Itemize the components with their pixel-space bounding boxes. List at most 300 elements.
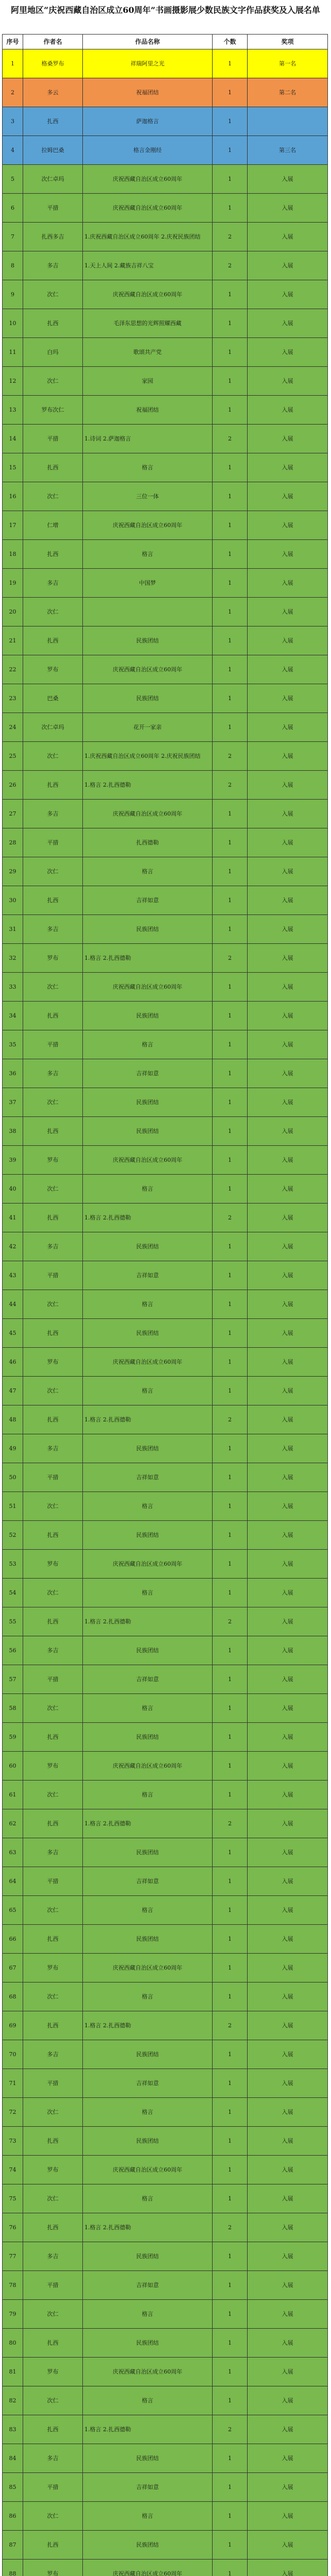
table-row <box>3 1030 328 1059</box>
row-count: 2 <box>213 223 248 251</box>
table-row <box>3 2329 328 2358</box>
table-body <box>3 49 328 2576</box>
row-award: 入展 <box>248 2011 328 2040</box>
row-award: 入展 <box>248 1463 328 1492</box>
row-work-title: 民族团结 <box>83 1723 213 1752</box>
row-author: 扎西 <box>23 2329 83 2358</box>
row-author: 多吉 <box>23 251 83 280</box>
table-row <box>3 425 328 453</box>
table-row <box>3 396 328 425</box>
row-author: 罗布 <box>23 2358 83 2386</box>
row-award: 入展 <box>248 886 328 915</box>
row-work-title: 民族团结 <box>83 1002 213 1030</box>
row-work-title: 格言 <box>83 1694 213 1723</box>
row-count: 1 <box>213 338 248 367</box>
row-award: 入展 <box>248 2560 328 2576</box>
row-award: 入展 <box>248 1838 328 1867</box>
row-index: 75 <box>3 2184 23 2213</box>
row-work-title: 1.格言 2.扎西德勒 <box>83 1204 213 1232</box>
row-work-title: 吉祥如意 <box>83 1463 213 1492</box>
row-index: 25 <box>3 742 23 771</box>
row-count: 1 <box>213 511 248 540</box>
table-row <box>3 107 328 136</box>
row-author: 多吉 <box>23 1232 83 1261</box>
row-author: 多吉 <box>23 2242 83 2271</box>
row-author: 扎西 <box>23 771 83 800</box>
row-author: 多吉 <box>23 2040 83 2069</box>
row-award: 入展 <box>248 915 328 944</box>
row-award: 入展 <box>248 655 328 684</box>
row-author: 多吉 <box>23 915 83 944</box>
row-author: 次仁 <box>23 2386 83 2415</box>
row-index: 73 <box>3 2127 23 2156</box>
row-award: 入展 <box>248 2213 328 2242</box>
row-count: 1 <box>213 1463 248 1492</box>
header-award: 奖项 <box>248 35 328 49</box>
row-work-title: 吉祥如意 <box>83 1665 213 1694</box>
row-work-title: 庆祝西藏自治区成立60周年 <box>83 1752 213 1781</box>
row-award: 入展 <box>248 2271 328 2300</box>
table-row <box>3 1261 328 1290</box>
row-count: 1 <box>213 482 248 511</box>
row-count: 1 <box>213 1261 248 1290</box>
row-count: 1 <box>213 626 248 655</box>
row-index: 20 <box>3 598 23 626</box>
row-count: 1 <box>213 280 248 309</box>
row-author: 罗布 <box>23 2156 83 2184</box>
row-count: 1 <box>213 2156 248 2184</box>
row-award: 入展 <box>248 1290 328 1319</box>
row-count: 1 <box>213 107 248 136</box>
table-row <box>3 2473 328 2502</box>
row-author: 格桑罗布 <box>23 49 83 78</box>
row-work-title: 民族团结 <box>83 1925 213 1954</box>
table-row <box>3 944 328 973</box>
table-row <box>3 2358 328 2386</box>
row-count: 1 <box>213 165 248 194</box>
row-count: 1 <box>213 973 248 1002</box>
table-row <box>3 886 328 915</box>
row-author: 平措 <box>23 194 83 223</box>
row-author: 扎西 <box>23 2531 83 2560</box>
row-work-title: 歌颂共产党 <box>83 338 213 367</box>
row-award: 入展 <box>248 1607 328 1636</box>
row-award: 入展 <box>248 944 328 973</box>
row-count: 1 <box>213 1954 248 1982</box>
table-row <box>3 453 328 482</box>
row-count: 1 <box>213 2242 248 2271</box>
table-row <box>3 1319 328 1348</box>
row-work-title: 格言 <box>83 1492 213 1521</box>
row-award: 入展 <box>248 511 328 540</box>
row-index: 45 <box>3 1319 23 1348</box>
row-count: 1 <box>213 1694 248 1723</box>
row-index: 56 <box>3 1636 23 1665</box>
row-award: 入展 <box>248 1492 328 1521</box>
row-index: 29 <box>3 857 23 886</box>
award-list-table <box>2 34 328 2576</box>
row-count: 1 <box>213 1030 248 1059</box>
row-author: 平措 <box>23 828 83 857</box>
table-row <box>3 1925 328 1954</box>
table-row <box>3 1550 328 1579</box>
row-work-title: 庆祝西藏自治区成立60周年 <box>83 800 213 828</box>
row-award: 入展 <box>248 1232 328 1261</box>
row-count: 1 <box>213 1838 248 1867</box>
row-award: 入展 <box>248 165 328 194</box>
row-count: 1 <box>213 1117 248 1146</box>
table-row <box>3 540 328 569</box>
row-work-title: 民族团结 <box>83 1521 213 1550</box>
row-work-title: 萨迦格言 <box>83 107 213 136</box>
row-work-title: 民族团结 <box>83 2531 213 2560</box>
row-award: 入展 <box>248 2415 328 2444</box>
row-work-title: 吉祥如意 <box>83 1059 213 1088</box>
row-award: 入展 <box>248 2444 328 2473</box>
row-award: 入展 <box>248 1175 328 1204</box>
row-work-title: 格言 <box>83 1579 213 1607</box>
table-row <box>3 2502 328 2531</box>
row-award: 入展 <box>248 771 328 800</box>
row-count: 2 <box>213 1809 248 1838</box>
row-author: 罗布 <box>23 1752 83 1781</box>
row-work-title: 格言 <box>83 1030 213 1059</box>
row-work-title: 民族团结 <box>83 2444 213 2473</box>
row-work-title: 民族团结 <box>83 626 213 655</box>
row-index: 84 <box>3 2444 23 2473</box>
row-author: 次仁 <box>23 2300 83 2329</box>
table-row <box>3 771 328 800</box>
table-row <box>3 1636 328 1665</box>
row-count: 1 <box>213 453 248 482</box>
row-award: 入展 <box>248 2531 328 2560</box>
table-row <box>3 2213 328 2242</box>
row-index: 74 <box>3 2156 23 2184</box>
row-work-title: 民族团结 <box>83 1117 213 1146</box>
row-index: 27 <box>3 800 23 828</box>
row-award: 入展 <box>248 338 328 367</box>
row-award <box>248 107 328 136</box>
row-index: 42 <box>3 1232 23 1261</box>
row-author: 次仁 <box>23 1088 83 1117</box>
row-count: 1 <box>213 2127 248 2156</box>
row-work-title: 吉祥如意 <box>83 1867 213 1896</box>
row-work-title: 吉祥如意 <box>83 2473 213 2502</box>
row-award: 入展 <box>248 973 328 1002</box>
row-index: 35 <box>3 1030 23 1059</box>
row-award: 入展 <box>248 684 328 713</box>
table-row <box>3 1059 328 1088</box>
row-count: 1 <box>213 367 248 396</box>
table-row <box>3 2156 328 2184</box>
row-award: 入展 <box>248 1579 328 1607</box>
table-row <box>3 1175 328 1204</box>
row-index: 54 <box>3 1579 23 1607</box>
row-index: 61 <box>3 1781 23 1809</box>
row-count: 2 <box>213 2011 248 2040</box>
row-award: 入展 <box>248 1809 328 1838</box>
row-index: 60 <box>3 1752 23 1781</box>
row-work-title: 1.格言 2.扎西德勒 <box>83 1809 213 1838</box>
table-row <box>3 1290 328 1319</box>
row-index: 19 <box>3 569 23 598</box>
row-author: 扎西多吉 <box>23 223 83 251</box>
row-author: 扎西 <box>23 540 83 569</box>
row-award: 入展 <box>248 2242 328 2271</box>
row-index: 80 <box>3 2329 23 2358</box>
row-award: 入展 <box>248 1781 328 1809</box>
row-count: 1 <box>213 598 248 626</box>
row-index: 4 <box>3 136 23 165</box>
table-row <box>3 1088 328 1117</box>
row-work-title: 格言金刚经 <box>83 136 213 165</box>
table-row <box>3 1838 328 1867</box>
row-count: 1 <box>213 1290 248 1319</box>
table-row <box>3 2242 328 2271</box>
row-count: 1 <box>213 1175 248 1204</box>
row-award: 入展 <box>248 2329 328 2358</box>
row-work-title: 庆祝西藏自治区成立60周年 <box>83 1146 213 1175</box>
row-award: 入展 <box>248 2069 328 2098</box>
row-author: 拉姆巴桑 <box>23 136 83 165</box>
table-row <box>3 1463 328 1492</box>
row-count: 1 <box>213 2358 248 2386</box>
row-work-title: 家园 <box>83 367 213 396</box>
table-row <box>3 1405 328 1434</box>
row-count: 1 <box>213 2069 248 2098</box>
table-row <box>3 828 328 857</box>
row-award: 入展 <box>248 857 328 886</box>
table-row <box>3 2386 328 2415</box>
row-index: 24 <box>3 713 23 742</box>
row-index: 8 <box>3 251 23 280</box>
row-count: 1 <box>213 2560 248 2576</box>
row-count: 1 <box>213 1550 248 1579</box>
row-award: 入展 <box>248 1434 328 1463</box>
row-work-title: 民族团结 <box>83 1232 213 1261</box>
row-work-title: 庆祝西藏自治区成立60周年 <box>83 1348 213 1377</box>
row-count: 1 <box>213 2444 248 2473</box>
row-work-title: 民族团结 <box>83 684 213 713</box>
row-author: 次仁 <box>23 367 83 396</box>
table-row <box>3 713 328 742</box>
row-index: 11 <box>3 338 23 367</box>
row-author: 次仁 <box>23 1579 83 1607</box>
row-award: 入展 <box>248 425 328 453</box>
row-work-title: 中国梦 <box>83 569 213 598</box>
row-author: 次仁 <box>23 1290 83 1319</box>
row-author: 次仁 <box>23 482 83 511</box>
table-row <box>3 1781 328 1809</box>
row-award: 入展 <box>248 223 328 251</box>
table-row <box>3 482 328 511</box>
row-award: 入展 <box>248 309 328 338</box>
row-award: 入展 <box>248 2156 328 2184</box>
row-work-title: 1.庆祝西藏自治区成立60周年 2.庆祝民族团结 <box>83 223 213 251</box>
row-index: 6 <box>3 194 23 223</box>
row-count: 2 <box>213 1405 248 1434</box>
row-count: 1 <box>213 1377 248 1405</box>
row-index: 36 <box>3 1059 23 1088</box>
row-author: 巴桑 <box>23 684 83 713</box>
row-work-title: 祝福团结 <box>83 78 213 107</box>
row-award: 入展 <box>248 482 328 511</box>
row-index: 57 <box>3 1665 23 1694</box>
row-work-title: 格言 <box>83 1377 213 1405</box>
row-index: 3 <box>3 107 23 136</box>
row-count: 1 <box>213 2386 248 2415</box>
row-index: 12 <box>3 367 23 396</box>
row-work-title: 1.格言 2.扎西德勒 <box>83 1607 213 1636</box>
row-author: 平措 <box>23 1261 83 1290</box>
row-award: 入展 <box>248 2098 328 2127</box>
row-author: 多吉 <box>23 1059 83 1088</box>
table-row <box>3 338 328 367</box>
row-work-title: 格言 <box>83 2098 213 2127</box>
row-count: 1 <box>213 2040 248 2069</box>
row-author: 扎西 <box>23 886 83 915</box>
row-count: 1 <box>213 1232 248 1261</box>
row-index: 83 <box>3 2415 23 2444</box>
table-row <box>3 49 328 78</box>
row-work-title: 民族团结 <box>83 1838 213 1867</box>
row-award: 第二名 <box>248 78 328 107</box>
row-author: 罗布 <box>23 1954 83 1982</box>
row-work-title: 1.格言 2.扎西德勒 <box>83 771 213 800</box>
row-author: 次仁 <box>23 2184 83 2213</box>
row-index: 62 <box>3 1809 23 1838</box>
row-work-title: 1.诗词 2.萨迦格言 <box>83 425 213 453</box>
row-author: 次仁 <box>23 1982 83 2011</box>
row-work-title: 庆祝西藏自治区成立60周年 <box>83 1550 213 1579</box>
row-index: 70 <box>3 2040 23 2069</box>
row-award: 入展 <box>248 1723 328 1752</box>
row-count: 1 <box>213 2531 248 2560</box>
row-work-title: 庆祝西藏自治区成立60周年 <box>83 1954 213 1982</box>
row-work-title: 格言 <box>83 1982 213 2011</box>
row-award: 入展 <box>248 1002 328 1030</box>
row-work-title: 民族团结 <box>83 1088 213 1117</box>
row-count: 1 <box>213 1319 248 1348</box>
row-count: 1 <box>213 2098 248 2127</box>
row-index: 72 <box>3 2098 23 2127</box>
row-count: 1 <box>213 1636 248 1665</box>
row-index: 55 <box>3 1607 23 1636</box>
row-count: 2 <box>213 251 248 280</box>
row-work-title: 吉祥如意 <box>83 2271 213 2300</box>
row-award: 入展 <box>248 1204 328 1232</box>
row-author: 扎西 <box>23 1405 83 1434</box>
row-work-title: 祥瑞阿里之光 <box>83 49 213 78</box>
table-row <box>3 1521 328 1550</box>
row-work-title: 庆祝西藏自治区成立60周年 <box>83 2560 213 2576</box>
row-index: 22 <box>3 655 23 684</box>
row-index: 28 <box>3 828 23 857</box>
row-award: 入展 <box>248 1982 328 2011</box>
row-index: 52 <box>3 1521 23 1550</box>
row-award: 入展 <box>248 1925 328 1954</box>
row-count: 1 <box>213 78 248 107</box>
row-author: 平措 <box>23 1463 83 1492</box>
row-work-title: 庆祝西藏自治区成立60周年 <box>83 280 213 309</box>
header-count: 个数 <box>213 35 248 49</box>
row-work-title: 民族团结 <box>83 1319 213 1348</box>
row-count: 1 <box>213 1146 248 1175</box>
row-count: 1 <box>213 684 248 713</box>
table-row <box>3 2011 328 2040</box>
row-author: 扎西 <box>23 1607 83 1636</box>
table-row <box>3 1232 328 1261</box>
row-work-title: 庆祝西藏自治区成立60周年 <box>83 2358 213 2386</box>
row-count: 1 <box>213 1434 248 1463</box>
row-award: 入展 <box>248 2127 328 2156</box>
row-award: 入展 <box>248 280 328 309</box>
row-author: 平措 <box>23 2069 83 2098</box>
row-index: 21 <box>3 626 23 655</box>
row-index: 9 <box>3 280 23 309</box>
row-index: 79 <box>3 2300 23 2329</box>
table-row <box>3 511 328 540</box>
row-count: 1 <box>213 2502 248 2531</box>
row-index: 82 <box>3 2386 23 2415</box>
row-count: 1 <box>213 309 248 338</box>
table-row <box>3 742 328 771</box>
row-count: 1 <box>213 1867 248 1896</box>
row-count: 1 <box>213 1088 248 1117</box>
table-row <box>3 2271 328 2300</box>
row-award: 入展 <box>248 1665 328 1694</box>
row-author: 平措 <box>23 2473 83 2502</box>
row-count: 2 <box>213 944 248 973</box>
row-count: 1 <box>213 2184 248 2213</box>
row-author: 扎西 <box>23 1117 83 1146</box>
row-author: 扎西 <box>23 1002 83 1030</box>
row-index: 41 <box>3 1204 23 1232</box>
table-row <box>3 2300 328 2329</box>
table-row <box>3 1117 328 1146</box>
row-award: 入展 <box>248 1377 328 1405</box>
row-award: 入展 <box>248 626 328 655</box>
table-row <box>3 2069 328 2098</box>
row-count: 1 <box>213 49 248 78</box>
table-row <box>3 1896 328 1925</box>
row-index: 71 <box>3 2069 23 2098</box>
row-award: 入展 <box>248 540 328 569</box>
table-row <box>3 1492 328 1521</box>
row-work-title: 格言 <box>83 2502 213 2531</box>
table-row <box>3 655 328 684</box>
row-award: 入展 <box>248 1261 328 1290</box>
row-count: 1 <box>213 915 248 944</box>
table-row <box>3 1607 328 1636</box>
row-author: 次仁 <box>23 1175 83 1204</box>
row-award: 入展 <box>248 1954 328 1982</box>
row-index: 67 <box>3 1954 23 1982</box>
row-work-title <box>83 598 213 626</box>
row-work-title: 吉祥如意 <box>83 1261 213 1290</box>
row-index: 87 <box>3 2531 23 2560</box>
row-work-title: 毛泽东思想的光辉照耀西藏 <box>83 309 213 338</box>
row-index: 17 <box>3 511 23 540</box>
row-count: 1 <box>213 1925 248 1954</box>
row-author: 平措 <box>23 1867 83 1896</box>
table-row <box>3 1434 328 1463</box>
row-author: 次仁 <box>23 2098 83 2127</box>
row-award: 入展 <box>248 713 328 742</box>
table-row <box>3 569 328 598</box>
row-author: 扎西 <box>23 453 83 482</box>
row-work-title: 格言 <box>83 857 213 886</box>
